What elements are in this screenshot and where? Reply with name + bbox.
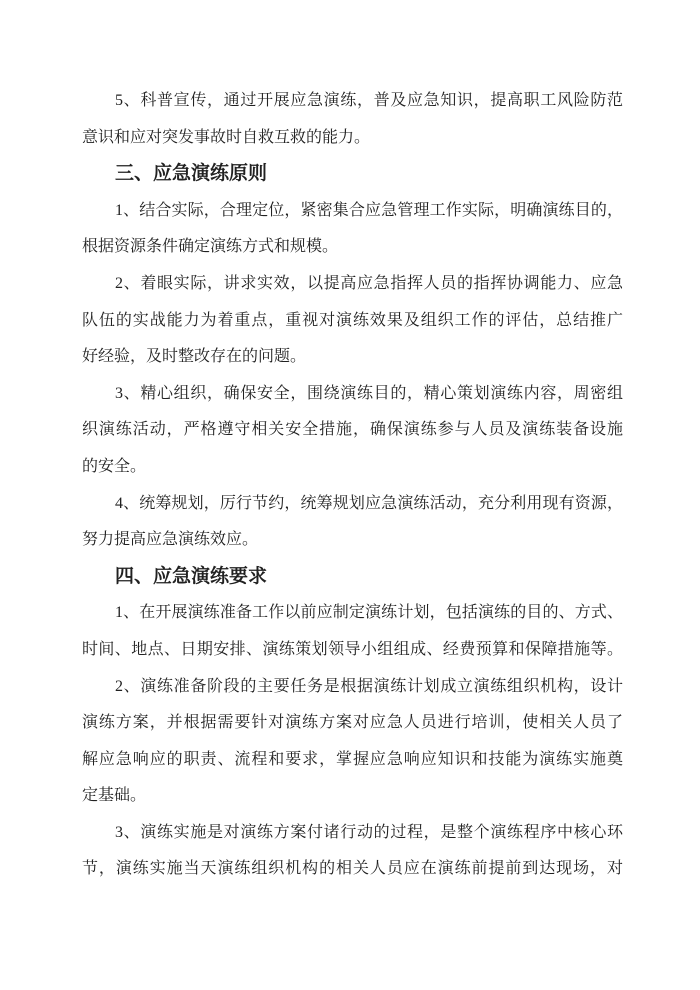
text-line: 2、着眼实际，讲求实效，以提高应急指挥人员的指挥协调能力、应急 — [115, 274, 623, 292]
text-line: 解应急响应的职责、流程和要求，掌握应急响应知识和技能为演练实施奠 — [82, 750, 623, 768]
text-line: 2、演练准备阶段的主要任务是根据演练计划成立演练组织机构，设计 — [115, 677, 623, 695]
text-line: 意识和应对突发事故时自救互救的能力。 — [82, 128, 371, 146]
text-line: 演练方案，并根据需要针对演练方案对应急人员进行培训，使相关人员了 — [82, 714, 623, 732]
text-line: 定基础。 — [82, 787, 147, 805]
text-line: 4、统筹规划，厉行节约，统筹规划应急演练活动，充分利用现有资源， — [115, 494, 623, 512]
text-line: 节，演练实施当天演练组织机构的相关人员应在演练前提前到达现场，对 — [82, 860, 623, 878]
text-line: 5、科普宣传，通过开展应急演练，普及应急知识，提高职工风险防范 — [115, 92, 623, 109]
text-line: 队伍的实战能力为着重点，重视对演练效果及组织工作的评估，总结推广 — [82, 311, 623, 329]
text-line: 3、精心组织，确保安全，围绕演练目的，精心策划演练内容，周密组 — [115, 384, 623, 402]
text-line: 努力提高应急演练效应。 — [82, 531, 259, 549]
text-line: 3、演练实施是对演练方案付诸行动的过程，是整个演练程序中核心环 — [115, 823, 623, 841]
text-line: 1、在开展演练准备工作以前应制定演练计划，包括演练的目的、方式、 — [115, 604, 623, 622]
section-heading: 四、应急演练要求 — [115, 565, 268, 587]
text-line: 织演练活动，严格遵守相关安全措施，确保演练参与人员及演练装备设施 — [82, 421, 623, 439]
text-line: 1、结合实际，合理定位，紧密集合应急管理工作实际，明确演练目的， — [115, 201, 623, 219]
text-line: 时间、地点、日期安排、演练策划领导小组组成、经费预算和保障措施等。 — [82, 640, 623, 658]
document-content — [82, 83, 623, 888]
section-heading: 三、应急演练原则 — [115, 163, 268, 185]
text-line: 的安全。 — [82, 457, 147, 475]
text-line: 根据资源条件确定演练方式和规模。 — [82, 238, 339, 256]
text-line: 好经验，及时整改存在的问题。 — [82, 348, 307, 366]
